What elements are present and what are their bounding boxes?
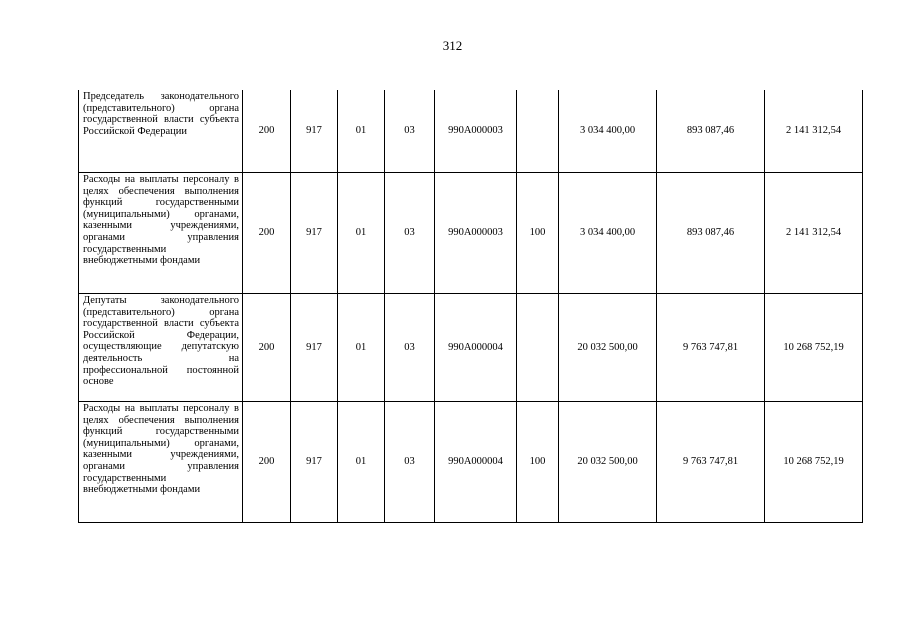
expense-type-cell: [517, 294, 559, 402]
approved-amount-cell: 3 034 400,00: [559, 173, 657, 294]
code-cell: 200: [243, 402, 291, 523]
subsection-cell: 03: [385, 294, 435, 402]
target-article-cell: 990А000004: [435, 294, 517, 402]
expense-type-cell: [517, 90, 559, 173]
remaining-amount-cell: 2 141 312,54: [765, 90, 863, 173]
table-row: [79, 90, 863, 173]
executed-amount-cell: 9 763 747,81: [657, 402, 765, 523]
section-cell: 01: [338, 173, 385, 294]
remaining-amount-cell: 10 268 752,19: [765, 402, 863, 523]
item-name-cell: Расходы на выплаты персоналу в целях обеспечения выполнения функций государственными (муниципальными) органами, казенными учреждениями, органами управления государственными внебюджетными фондами: [79, 173, 243, 294]
ministry-code-cell: 917: [291, 173, 338, 294]
page-number: 312: [442, 38, 463, 53]
item-name-cell: Председатель законодательного (представительного) органа государственной власти субъекта Российской Федерации: [79, 90, 243, 173]
remaining-amount-cell: 10 268 752,19: [765, 294, 863, 402]
section-cell: 01: [338, 402, 385, 523]
ministry-code-cell: 917: [291, 294, 338, 402]
item-name-cell: Депутаты законодательного (представительного) органа государственной власти субъекта Российской Федерации, осуществляющие депутатскую деятельность на профессиональной постоянной основе: [79, 294, 243, 402]
subsection-cell: 03: [385, 90, 435, 173]
subsection-cell: 03: [385, 173, 435, 294]
approved-amount-cell: 20 032 500,00: [559, 294, 657, 402]
remaining-amount-cell: 2 141 312,54: [765, 173, 863, 294]
executed-amount-cell: 893 087,46: [657, 90, 765, 173]
target-article-cell: 990А000003: [435, 173, 517, 294]
executed-amount-cell: 9 763 747,81: [657, 294, 765, 402]
item-name-cell: Расходы на выплаты персоналу в целях обеспечения выполнения функций государственными (муниципальными) органами, казенными учреждениями, органами управления государственными внебюджетными фондами: [79, 402, 243, 523]
table-row: [79, 402, 863, 523]
subsection-cell: 03: [385, 402, 435, 523]
section-cell: 01: [338, 294, 385, 402]
expense-type-cell: 100: [517, 402, 559, 523]
code-cell: 200: [243, 294, 291, 402]
approved-amount-cell: 3 034 400,00: [559, 90, 657, 173]
ministry-code-cell: 917: [291, 90, 338, 173]
section-cell: 01: [338, 90, 385, 173]
target-article-cell: 990А000004: [435, 402, 517, 523]
expense-type-cell: 100: [517, 173, 559, 294]
table-row: [79, 173, 863, 294]
code-cell: 200: [243, 173, 291, 294]
budget-table: [78, 90, 863, 523]
code-cell: 200: [243, 90, 291, 173]
target-article-cell: 990А000003: [435, 90, 517, 173]
ministry-code-cell: 917: [291, 402, 338, 523]
executed-amount-cell: 893 087,46: [657, 173, 765, 294]
table-row: [79, 294, 863, 402]
approved-amount-cell: 20 032 500,00: [559, 402, 657, 523]
